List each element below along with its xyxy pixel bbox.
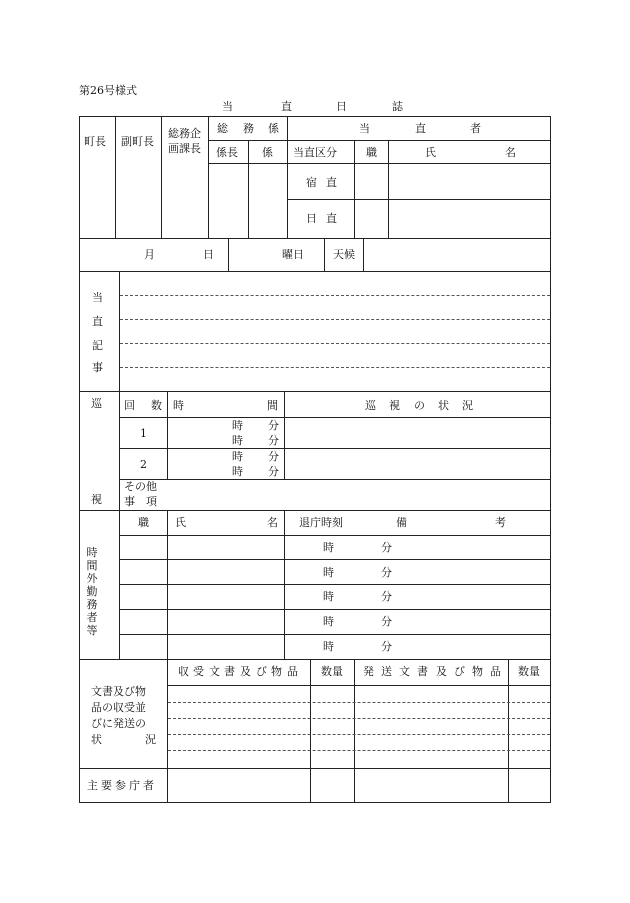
sent-quantity-header: 数量 bbox=[518, 665, 540, 678]
planning-chief-label-1: 総務企 bbox=[168, 127, 201, 140]
section-chief-label: 係長 bbox=[216, 146, 238, 159]
duty-category-header: 当直区分 bbox=[293, 146, 337, 159]
overtime-label: 時間外勤務者等 bbox=[86, 546, 98, 637]
duty-position-header: 職 bbox=[366, 146, 377, 159]
form-number: 第26号様式 bbox=[79, 84, 137, 97]
town-chief-label: 町長 bbox=[84, 135, 106, 148]
planning-chief-label-2: 画課長 bbox=[168, 142, 201, 155]
patrol-row-2-number: 2 bbox=[140, 458, 147, 471]
deputy-chief-label: 副町長 bbox=[121, 135, 154, 148]
received-quantity-header: 数量 bbox=[321, 665, 343, 678]
patrol-row-1-number: 1 bbox=[140, 427, 147, 440]
patrol-other-label-1: その他 bbox=[124, 480, 157, 493]
patrol-other-label-2: 事 項 bbox=[124, 495, 157, 508]
staff-label: 係 bbox=[262, 146, 273, 159]
